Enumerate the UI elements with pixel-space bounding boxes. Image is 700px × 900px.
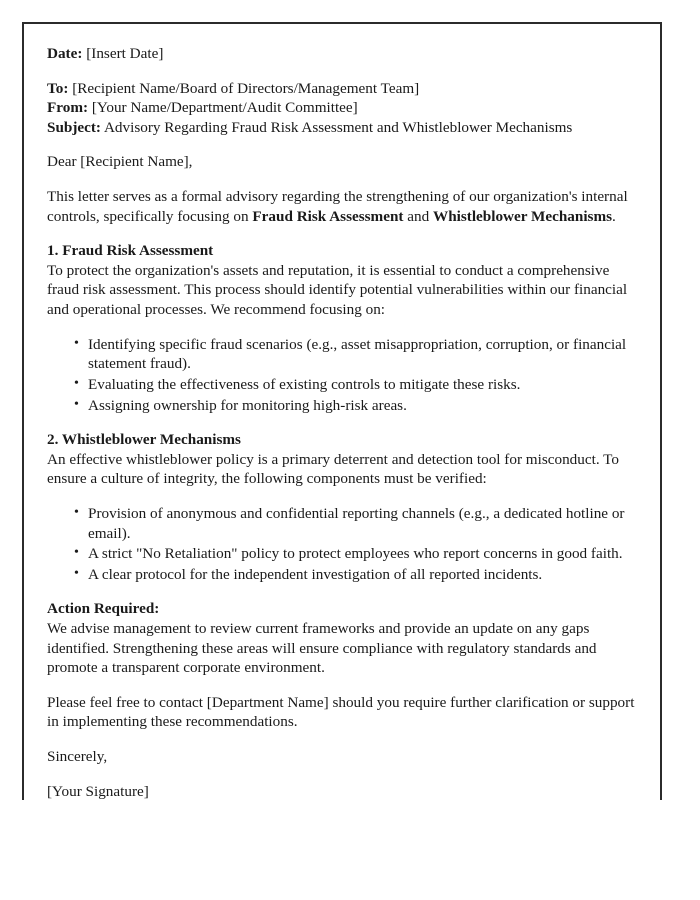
section-2-heading: 2. Whistleblower Mechanisms <box>47 431 241 449</box>
letter-body <box>47 44 635 816</box>
date-block <box>47 44 635 64</box>
to-line <box>47 79 635 99</box>
subject-line <box>47 118 635 138</box>
recipient-block <box>47 79 635 138</box>
section-2-bullet-list <box>47 504 635 584</box>
date-line <box>47 44 635 64</box>
to-label: To: <box>47 79 69 97</box>
list-item: • Identifying specific fraud scenarios (e.g., asset misappropriation, corruption, or financial statement fraud). <box>88 335 635 374</box>
intro-bold-fraud-risk-assessment: Fraud Risk Assessment <box>252 207 404 225</box>
date-value: [Insert Date] <box>86 45 164 62</box>
action-required-heading: Action Required: <box>47 600 160 618</box>
intro-part-1: This letter serves as a formal advisory regarding the strengthening of our organization's internal controls, specifically focusing on <box>47 188 628 225</box>
from-label: From: <box>47 99 89 117</box>
list-item: • A clear protocol for the independent investigation of all reported incidents. <box>88 565 635 585</box>
from-line <box>47 98 635 118</box>
list-item: • Provision of anonymous and confidential reporting channels (e.g., a dedicated hotline or email). <box>88 504 635 543</box>
list-item: • A strict "No Retaliation" policy to protect employees who report concerns in good faith. <box>88 544 635 564</box>
action-required-body: We advise management to review current frameworks and provide an update on any gaps identified. Strengthening these areas will ensure compliance with regulatory standards and promote a transparent corporate environment. <box>47 620 597 677</box>
date-label: Date: <box>47 45 83 62</box>
intro-part-3: . <box>612 207 616 225</box>
intro-bold-whistleblower-mechanisms: Whistleblower Mechanisms <box>433 207 613 225</box>
list-item: • Assigning ownership for monitoring high-risk areas. <box>88 396 635 416</box>
section-1-heading: 1. Fraud Risk Assessment <box>47 242 214 260</box>
section-action-required <box>47 599 635 677</box>
subject-label: Subject: <box>47 118 101 136</box>
intro-part-2: and <box>403 207 433 225</box>
section-2-body: An effective whistleblower policy is a primary deterrent and detection tool for misconduct. To ensure a culture of integrity, the following components must be verified: <box>47 450 619 488</box>
list-item: • Evaluating the effectiveness of existing controls to mitigate these risks. <box>88 375 635 395</box>
section-1-bullet-list <box>47 335 635 415</box>
subject-value: Advisory Regarding Fraud Risk Assessment and Whistleblower Mechanisms <box>103 118 573 136</box>
contact-paragraph: Please feel free to contact [Department Name] should you require further clarification or support in implementing these recommendations. <box>47 693 635 731</box>
salutation: Dear [Recipient Name], <box>47 153 193 171</box>
signoff: Sincerely, <box>47 748 108 766</box>
intro-paragraph <box>47 187 635 226</box>
section-whistleblower-mechanisms <box>47 430 635 584</box>
to-value: [Recipient Name/Board of Directors/Management Team] <box>72 79 420 97</box>
section-1-body: To protect the organization's assets and reputation, it is essential to conduct a comprehensive fraud risk assessment. This process should identify potential vulnerabilities within our financial and operational processes. We recommend focusing on: <box>47 261 628 319</box>
signature-placeholder: [Your Signature] <box>47 782 149 800</box>
section-fraud-risk-assessment <box>47 241 635 415</box>
from-value: [Your Name/Department/Audit Committee] <box>91 99 358 117</box>
